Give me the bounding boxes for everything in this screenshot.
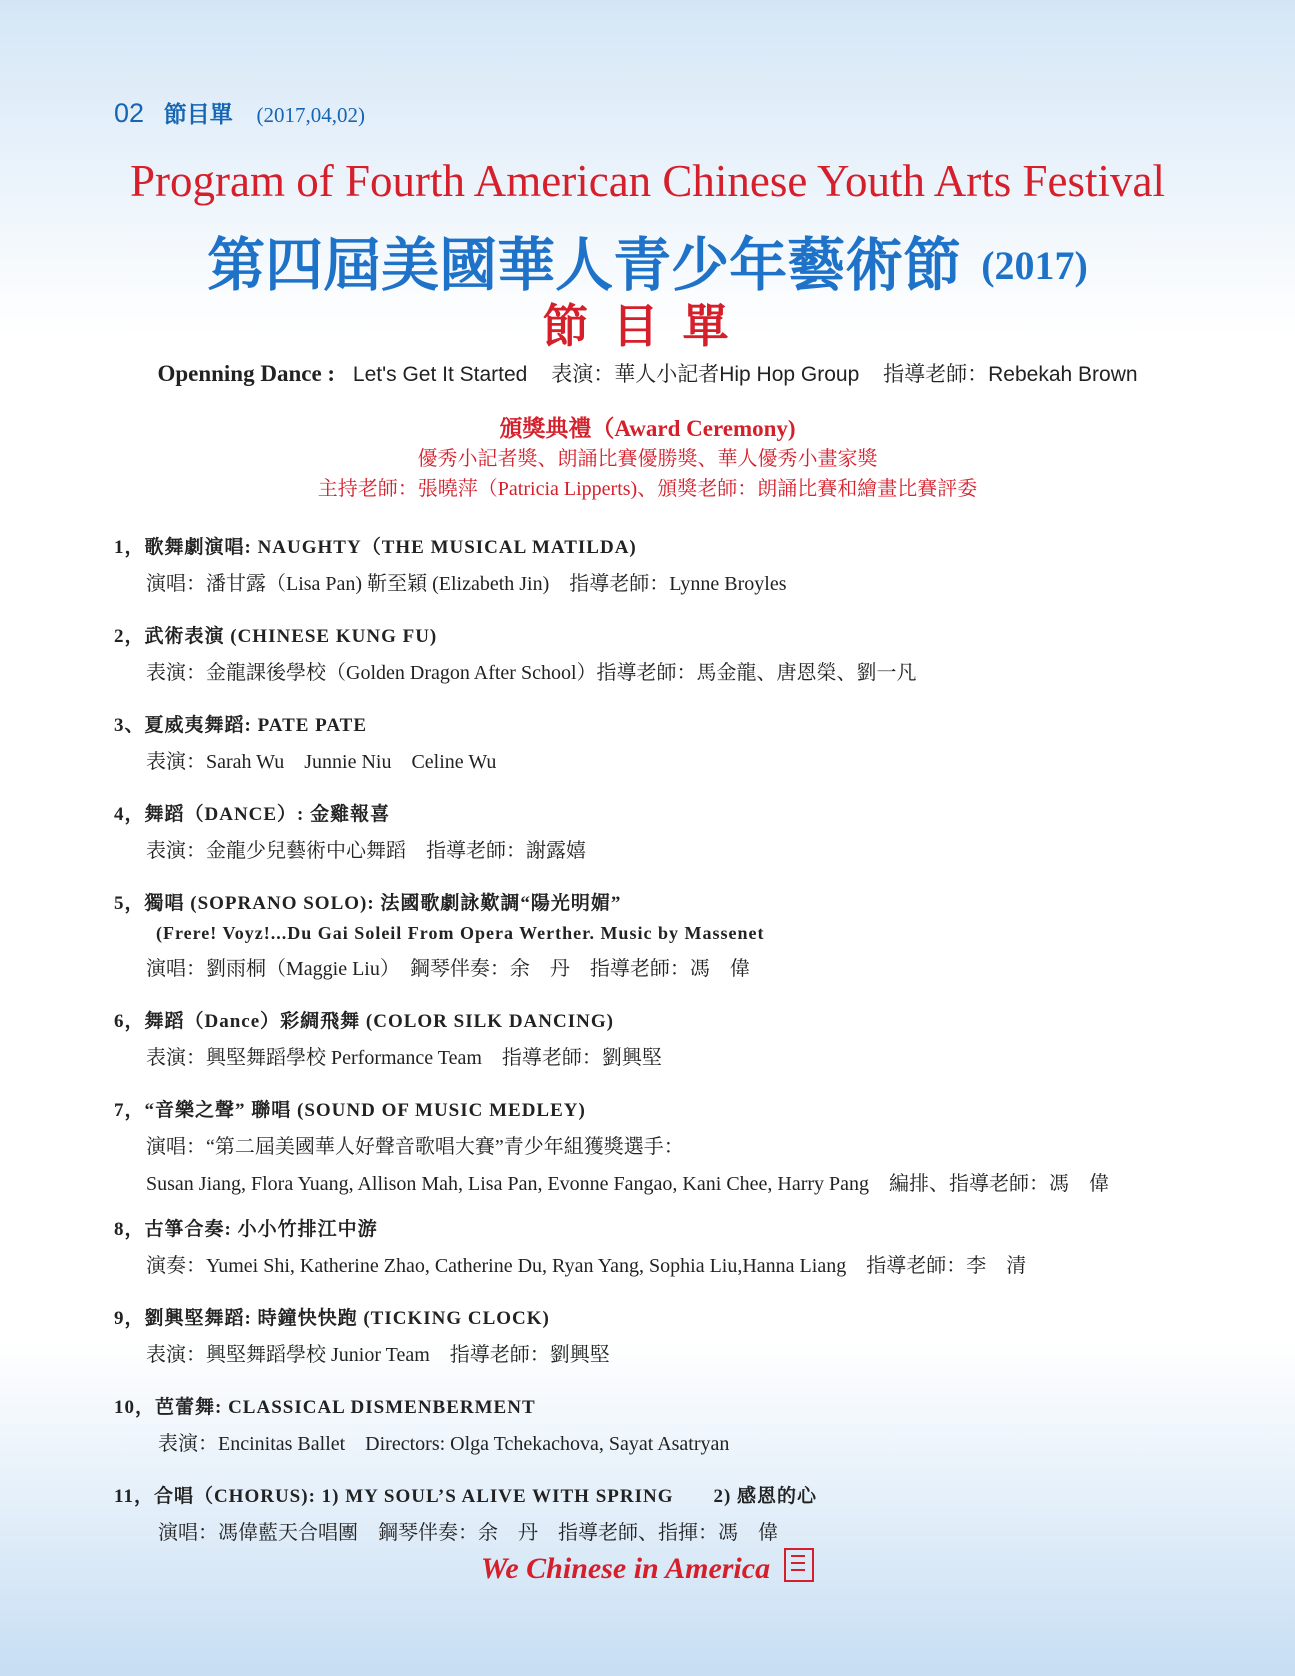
item-title: 4，舞蹈（DANCE）: 金雞報喜	[114, 804, 391, 825]
item-title: 9，劉興堅舞蹈: 時鐘快快跑 (TICKING CLOCK)	[114, 1308, 550, 1329]
item-title: 10，芭蕾舞: CLASSICAL DISMENBERMENT	[114, 1397, 536, 1418]
item-title: 11，合唱（CHORUS): 1) MY SOUL’S ALIVE WITH SPRING 2) 感恩的心	[114, 1486, 818, 1507]
page-date: (2017,04,02)	[256, 103, 366, 127]
item-title: 1，歌舞劇演唱: NAUGHTY（THE MUSICAL MATILDA)	[114, 537, 637, 558]
program-item-6	[114, 1006, 1194, 1070]
page-number: 02	[114, 98, 145, 128]
program-item-3	[114, 710, 1194, 774]
item-detail: 演奏：Yumei Shi, Katherine Zhao, Catherine Du, Ryan Yang, Sophia Liu,Hanna Liang 指導老師：李 清	[146, 1255, 1027, 1277]
opening-song: Let's Get It Started	[352, 363, 528, 386]
title-chinese-text: 第四屆美國華人青少年藝術節	[207, 231, 962, 299]
item-title: 2，武術表演 (CHINESE KUNG FU)	[114, 626, 438, 647]
footer	[0, 1548, 1295, 1586]
opening-label: Openning Dance :	[157, 361, 336, 386]
page-header	[114, 96, 365, 129]
item-title: 5，獨唱 (SOPRANO SOLO): 法國歌劇詠歎調“陽光明媚”	[114, 893, 622, 914]
item-detail: 表演：金龍課後學校（Golden Dragon After School）指導老師：馬金龍、唐恩榮、劉一凡	[146, 662, 917, 684]
program-item-8	[114, 1214, 1194, 1278]
program-heading: 節目單	[542, 299, 753, 353]
item-title: 7，“音樂之聲” 聯唱 (SOUND OF MUSIC MEDLEY)	[114, 1100, 586, 1121]
program-item-4	[114, 799, 1194, 863]
award-title: 頒獎典禮（Award Ceremony)	[499, 416, 796, 441]
title-year: (2017)	[981, 243, 1088, 288]
footer-brand: We Chinese in America	[480, 1552, 771, 1585]
award-line-2: 主持老師：張曉萍（Patricia Lipperts)、頒獎老師：朗誦比賽和繪畫比賽評委	[317, 478, 978, 500]
item-detail-2: Susan Jiang, Flora Yuang, Allison Mah, Lisa Pan, Evonne Fangao, Kani Chee, Harry Pang 編排、指導老師：馮 偉	[146, 1173, 1110, 1195]
opening-performer: 表演：華人小記者Hip Hop Group	[551, 363, 860, 386]
program-item-5	[114, 888, 1194, 981]
title-english: Program of Fourth American Chinese Youth Arts Festival	[130, 156, 1165, 206]
page-label: 節目單	[163, 102, 233, 127]
program-item-7	[114, 1095, 1194, 1196]
item-detail: 演唱：馮偉藍天合唱團 鋼琴伴奏：余 丹 指導老師、指揮：馮 偉	[158, 1522, 778, 1544]
seal-icon	[784, 1548, 814, 1582]
item-title: 6，舞蹈（Dance）彩綢飛舞 (COLOR SILK DANCING)	[114, 1011, 614, 1032]
opening-teacher: 指導老師：Rebekah Brown	[883, 363, 1138, 386]
item-subtitle: (Frere! Voyz!...Du Gai Soleil From Opera Werther. Music by Massenet	[156, 923, 765, 943]
item-detail: 表演：金龍少兒藝術中心舞蹈 指導老師：謝露嬉	[146, 840, 586, 862]
item-detail: 表演：興堅舞蹈學校 Junior Team 指導老師：劉興堅	[146, 1344, 610, 1366]
item-title: 3、夏威夷舞蹈: PATE PATE	[114, 715, 368, 736]
opening-dance	[0, 358, 1295, 388]
program-item-11	[114, 1481, 1194, 1545]
item-detail: 演唱：“第二屆美國華人好聲音歌唱大賽”青少年組獲獎選手：	[146, 1136, 684, 1158]
item-detail: 演唱：劉雨桐（Maggie Liu） 鋼琴伴奏：余 丹 指導老師：馮 偉	[146, 958, 750, 980]
item-detail: 演唱：潘甘露（Lisa Pan) 靳至穎 (Elizabeth Jin) 指導老師：Lynne Broyles	[146, 573, 787, 595]
program-item-10	[114, 1392, 1194, 1456]
item-detail: 表演：Encinitas Ballet Directors: Olga Tchekachova, Sayat Asatryan	[158, 1433, 730, 1455]
item-title: 8，古箏合奏: 小小竹排江中游	[114, 1219, 378, 1240]
item-detail: 表演：Sarah Wu Junnie Niu Celine Wu	[146, 751, 497, 773]
program-item-2	[114, 621, 1194, 685]
program-item-9	[114, 1303, 1194, 1367]
program-item-1	[114, 532, 1194, 596]
item-detail: 表演：興堅舞蹈學校 Performance Team 指導老師：劉興堅	[146, 1047, 662, 1069]
award-line-1: 優秀小記者獎、朗誦比賽優勝獎、華人優秀小畫家獎	[417, 448, 878, 470]
